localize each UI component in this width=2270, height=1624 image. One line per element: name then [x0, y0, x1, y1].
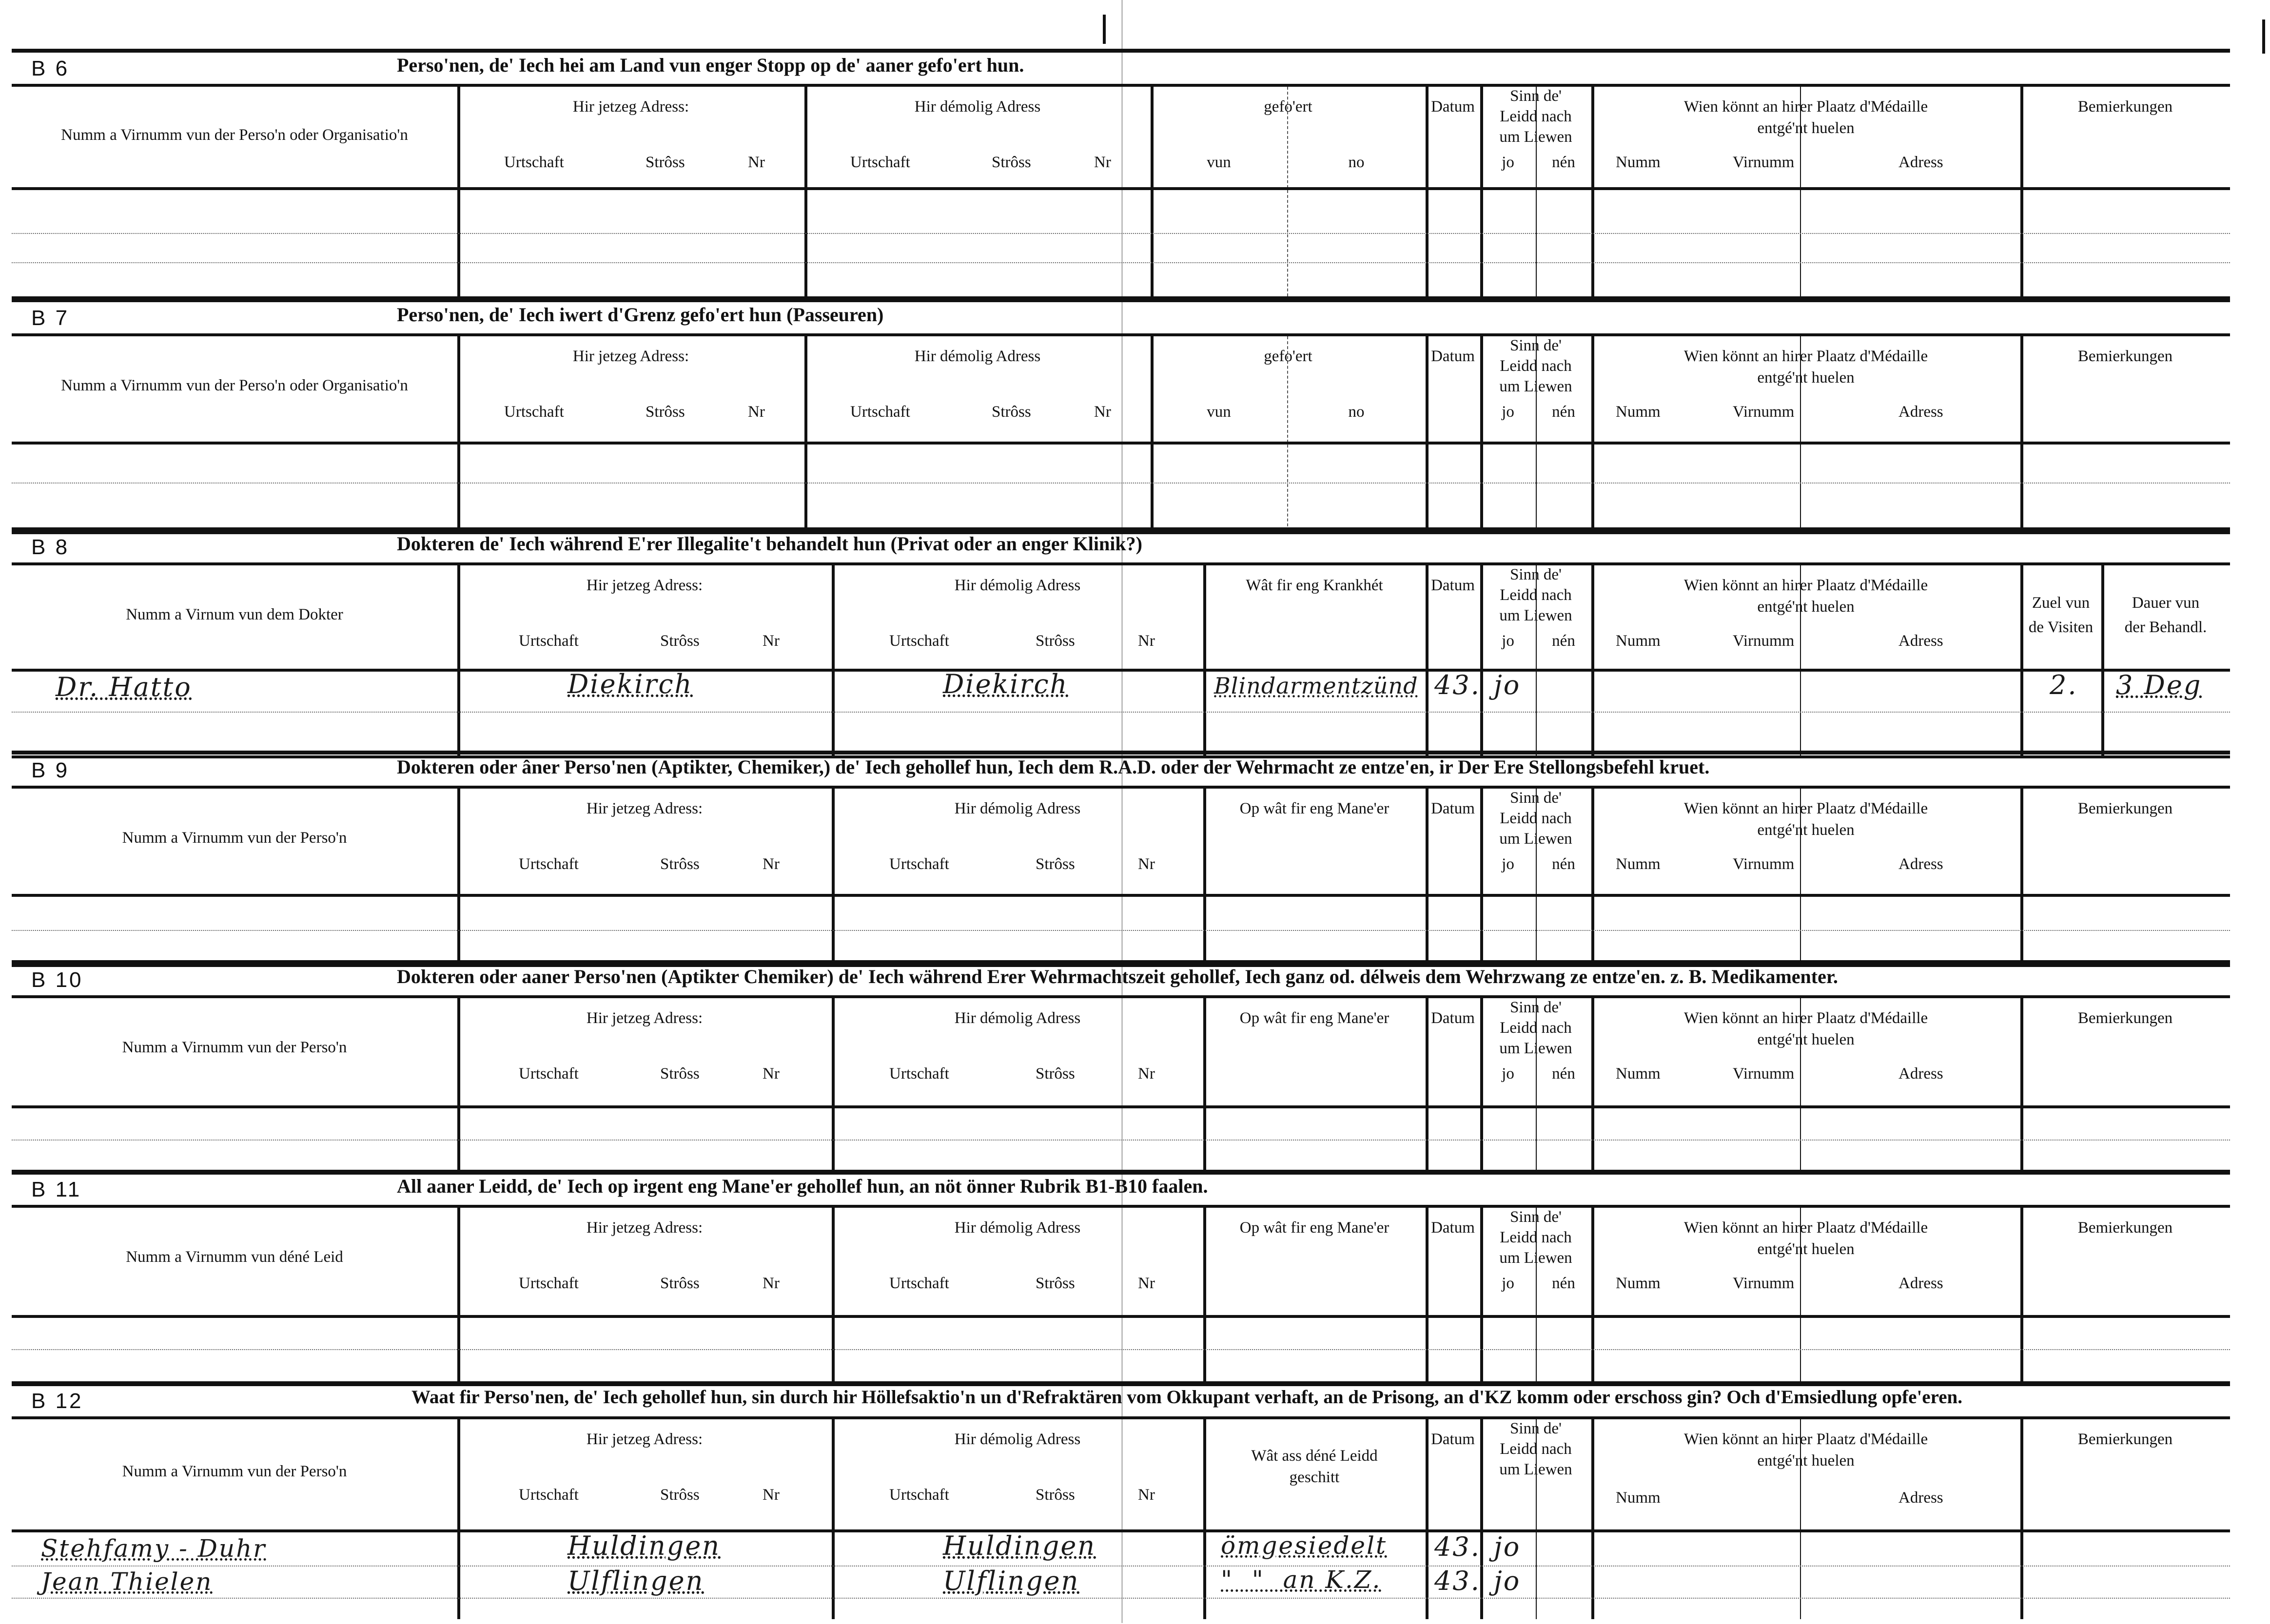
col-header-urtschaft: Urtschaft [519, 855, 579, 873]
col-header-nr: Nr [763, 632, 780, 650]
col-header-bemierkungen: Bemierkungen [2077, 800, 2173, 817]
col-header-datum: Datum [1431, 800, 1475, 817]
col-header-former-address: Hir démolig Adress [954, 1431, 1081, 1448]
col-header-liewen: um Liewen [1499, 830, 1572, 848]
section-title: All aaner Leidd, de' Iech op irgent eng Mane'er gehollef hun, an nöt önner Rubrik B1-B10 faalen. [397, 1175, 1208, 1197]
col-header-name: Numm a Virnumm vun der Perso'n [122, 829, 347, 847]
col-header-liewen: um Liewen [1499, 378, 1572, 395]
entry-name: Stehfamy - Duhr [41, 1534, 267, 1563]
col-header-name: Numm a Virnum vun dem Dokter [126, 606, 343, 623]
col-header-duration: Dauer vun [2132, 594, 2200, 612]
col-header-jo: jo [1502, 1275, 1514, 1292]
col-header-nr: Nr [1138, 1486, 1155, 1504]
col-header-current-address: Hir jetzeg Adress: [572, 348, 689, 365]
col-header-virnumm: Virnumm [1733, 154, 1795, 171]
col-header-nr: Nr [1094, 154, 1111, 171]
col-header-virnumm: Virnumm [1733, 855, 1795, 873]
col-header-datum: Datum [1431, 577, 1475, 594]
col-header-urtschaft: Urtschaft [889, 1275, 949, 1292]
section-code: B 12 [31, 1389, 83, 1413]
col-header-nen: nén [1552, 632, 1575, 650]
col-header-stross: Strôss [660, 1275, 700, 1292]
col-header-nen: nén [1552, 1275, 1575, 1292]
col-header-liewen: um Liewen [1499, 1249, 1572, 1267]
col-header-current-address: Hir jetzeg Adress: [586, 1219, 703, 1237]
section-table [12, 84, 2230, 299]
entry-duration: 3 Deg [2116, 670, 2202, 700]
col-header-former-address: Hir démolig Adress [914, 98, 1041, 116]
col-header-nr: Nr [763, 1275, 780, 1292]
col-header-manner: Op wât fir eng Mane'er [1239, 800, 1389, 817]
col-header-jo: jo [1502, 1065, 1514, 1083]
col-header-nen: nén [1552, 1065, 1575, 1083]
entry-current-town: Diekirch [568, 669, 693, 699]
col-header-bemierkungen: Bemierkungen [2077, 1431, 2173, 1448]
entry-alive-jo: jo [1494, 1566, 1521, 1596]
col-header-leidd: Leidd nach [1500, 357, 1572, 375]
col-header-medal: Wien könnt an hirer Plaatz d'Médaille [1683, 1431, 1928, 1448]
col-header-adress: Adress [1898, 1275, 1943, 1292]
col-header-liewen: um Liewen [1499, 1040, 1572, 1057]
col-header-sinn: Sinn de' [1510, 566, 1562, 583]
entry-alive-jo: jo [1494, 670, 1521, 700]
entry-date: 43. [1434, 1566, 1481, 1596]
col-header-nen: nén [1552, 154, 1575, 171]
col-header-stross: Strôss [646, 403, 685, 421]
col-header-urtschaft: Urtschaft [519, 1065, 579, 1083]
col-header-stross: Strôss [1036, 855, 1075, 873]
col-header-what-happened: Wât ass déné Leidd [1251, 1447, 1378, 1465]
col-header-adress: Adress [1898, 154, 1943, 171]
section-b12 [12, 1381, 2230, 1624]
col-header-datum: Datum [1431, 348, 1475, 365]
col-header-leidd: Leidd nach [1500, 1440, 1572, 1458]
entry-date: 43. [1434, 1531, 1481, 1562]
col-header-sinn: Sinn de' [1510, 1420, 1562, 1437]
col-header-nr: Nr [1138, 1065, 1155, 1083]
col-header-nr: Nr [763, 855, 780, 873]
col-header-stross: Strôss [992, 154, 1031, 171]
col-header-medal: Wien könnt an hirer Plaatz d'Médaille [1683, 1219, 1928, 1237]
col-header-stross: Strôss [992, 403, 1031, 421]
col-header-urtschaft: Urtschaft [850, 403, 910, 421]
col-header-manner: Op wât fir eng Mane'er [1239, 1219, 1389, 1237]
col-header-virnumm: Virnumm [1733, 1065, 1795, 1083]
col-header-medal: Wien könnt an hirer Plaatz d'Médaille [1683, 98, 1928, 116]
section-b9 [12, 751, 2230, 965]
col-header-current-address: Hir jetzeg Adress: [586, 1431, 703, 1448]
col-header-visits-2: de Visiten [2028, 619, 2094, 636]
col-header-name: Numm a Virnumm vun der Perso'n oder Organisatio'n [61, 126, 408, 144]
col-header-adress: Adress [1898, 1489, 1943, 1507]
section-code: B 9 [31, 758, 70, 782]
col-header-urtschaft: Urtschaft [519, 1486, 579, 1504]
col-header-stross: Strôss [660, 1065, 700, 1083]
section-table [12, 333, 2230, 534]
col-header-stross: Strôss [646, 154, 685, 171]
col-header-leidd: Leidd nach [1500, 1019, 1572, 1037]
col-header-former-address: Hir démolig Adress [954, 577, 1081, 594]
col-header-medal-2: entgé'nt huelen [1757, 1240, 1855, 1258]
col-header-manner: Op wât fir eng Mane'er [1239, 1009, 1389, 1027]
col-header-numm: Numm [1616, 154, 1661, 171]
col-header-adress: Adress [1898, 403, 1943, 421]
col-header-virnumm: Virnumm [1733, 1275, 1795, 1292]
col-header-stross: Strôss [1036, 632, 1075, 650]
col-header-medal: Wien könnt an hirer Plaatz d'Médaille [1683, 800, 1928, 817]
section-code: B 7 [31, 306, 70, 330]
col-header-nr: Nr [763, 1486, 780, 1504]
col-header-name: Numm a Virnumm vun der Perso'n [122, 1039, 347, 1056]
entry-former-town: Huldingen [943, 1530, 1096, 1561]
col-header-nr: Nr [1138, 1275, 1155, 1292]
col-header-current-address: Hir jetzeg Adress: [586, 1009, 703, 1027]
col-header-medal-2: entgé'nt huelen [1757, 1031, 1855, 1048]
col-header-former-address: Hir démolig Adress [954, 1009, 1081, 1027]
col-header-medal: Wien könnt an hirer Plaatz d'Médaille [1683, 577, 1928, 594]
col-header-vun: vun [1207, 403, 1231, 421]
col-header-bemierkungen: Bemierkungen [2077, 348, 2173, 365]
col-header-stross: Strôss [1036, 1275, 1075, 1292]
col-header-nen: nén [1552, 403, 1575, 421]
col-header-numm: Numm [1616, 855, 1661, 873]
col-header-gefoert: gefo'ert [1264, 98, 1312, 116]
col-header-former-address: Hir démolig Adress [954, 1219, 1081, 1237]
col-header-virnumm: Virnumm [1733, 403, 1795, 421]
col-header-urtschaft: Urtschaft [519, 1275, 579, 1292]
section-title: Dokteren oder âner Perso'nen (Aptikter, Chemiker,) de' Iech gehollef hun, Iech dem R.A.D. oder der Wehrmacht ze entze'en, ir Der Ere Stellongsbefehl kruet. [397, 756, 1710, 778]
col-header-numm: Numm [1616, 632, 1661, 650]
col-header-urtschaft: Urtschaft [889, 632, 949, 650]
entry-former-town: Ulflingen [943, 1566, 1080, 1596]
col-header-sinn: Sinn de' [1510, 789, 1562, 807]
col-header-urtschaft: Urtschaft [889, 1486, 949, 1504]
col-header-stross: Strôss [660, 1486, 700, 1504]
entry-what-happened: ömgesiedelt [1221, 1531, 1388, 1560]
col-header-urtschaft: Urtschaft [889, 1065, 949, 1083]
col-header-adress: Adress [1898, 1065, 1943, 1083]
col-header-adress: Adress [1898, 855, 1943, 873]
col-header-jo: jo [1502, 632, 1514, 650]
col-header-jo: jo [1502, 403, 1514, 421]
entry-illness: Blindarmentzünd [1214, 673, 1418, 699]
section-title: Dokteren oder aaner Perso'nen (Aptikter Chemiker) de' Iech während Erer Wehrmachtszeit gehollef, Iech ganz od. délweis dem Wehrzwang ze entze'en. z. B. Medikamenter. [397, 966, 1838, 987]
entry-date: 43. [1434, 670, 1481, 700]
scan-mark [1103, 15, 1106, 44]
col-header-datum: Datum [1431, 1431, 1475, 1448]
col-header-former-address: Hir démolig Adress [954, 800, 1081, 817]
entry-current-town: Ulflingen [568, 1566, 704, 1596]
section-title: Waat fir Perso'nen, de' Iech gehollef hun, sin durch hir Höllefsaktio'n un d'Refraktären vom Okkupant verhaft, an de Prisong, an d'KZ komm oder erschoss gin? Och d'Emsiedlung opfe'eren. [411, 1387, 1962, 1408]
entry-name: Jean Thielen [41, 1567, 213, 1596]
col-header-name: Numm a Virnumm vun déné Leid [126, 1248, 343, 1266]
col-header-urtschaft: Urtschaft [504, 154, 564, 171]
entry-current-town: Huldingen [568, 1530, 721, 1561]
section-table [12, 1416, 2230, 1619]
section-code: B 8 [31, 535, 70, 559]
col-header-nr: Nr [748, 403, 765, 421]
col-header-stross: Strôss [1036, 1486, 1075, 1504]
section-table [12, 1205, 2230, 1386]
col-header-urtschaft: Urtschaft [519, 632, 579, 650]
col-header-sinn: Sinn de' [1510, 87, 1562, 105]
col-header-liewen: um Liewen [1499, 607, 1572, 624]
col-header-leidd: Leidd nach [1500, 810, 1572, 827]
col-header-duration-2: der Behandl. [2124, 619, 2207, 636]
col-header-medal-2: entgé'nt huelen [1757, 369, 1855, 387]
col-header-stross: Strôss [660, 632, 700, 650]
section-code: B 6 [31, 57, 70, 80]
col-header-urtschaft: Urtschaft [504, 403, 564, 421]
section-title: Perso'nen, de' Iech iwert d'Grenz gefo'ert hun (Passeuren) [397, 304, 884, 326]
col-header-medal-2: entgé'nt huelen [1757, 1452, 1855, 1469]
col-header-bemierkungen: Bemierkungen [2077, 98, 2173, 116]
col-header-sinn: Sinn de' [1510, 337, 1562, 354]
col-header-virnumm: Virnumm [1733, 632, 1795, 650]
col-header-current-address: Hir jetzeg Adress: [586, 800, 703, 817]
entry-former-town: Diekirch [943, 669, 1069, 699]
col-header-leidd: Leidd nach [1500, 586, 1572, 604]
col-header-medal: Wien könnt an hirer Plaatz d'Médaille [1683, 1009, 1928, 1027]
col-header-liewen: um Liewen [1499, 1461, 1572, 1478]
col-header-name: Numm a Virnumm vun der Perso'n oder Organisatio'n [61, 377, 408, 394]
section-b10 [12, 960, 2230, 1175]
section-table [12, 995, 2230, 1175]
col-header-sinn: Sinn de' [1510, 999, 1562, 1016]
section-b8 [12, 527, 2230, 755]
entry-alive-jo: jo [1494, 1531, 1521, 1562]
col-header-datum: Datum [1431, 1009, 1475, 1027]
col-header-numm: Numm [1616, 1065, 1661, 1083]
section-title: Dokteren de' Iech während E'rer Illegalite't behandelt hun (Privat oder an enger Klinik?) [397, 533, 1142, 555]
scan-mark [2262, 19, 2265, 54]
col-header-liewen: um Liewen [1499, 128, 1572, 146]
col-header-jo: jo [1502, 855, 1514, 873]
col-header-nr: Nr [1138, 632, 1155, 650]
col-header-nr: Nr [1094, 403, 1111, 421]
col-header-urtschaft: Urtschaft [850, 154, 910, 171]
entry-name: Dr. Hatto [56, 672, 192, 702]
col-header-medal-2: entgé'nt huelen [1757, 119, 1855, 137]
col-header-stross: Strôss [1036, 1065, 1075, 1083]
col-header-nr: Nr [748, 154, 765, 171]
col-header-nen: nén [1552, 855, 1575, 873]
col-header-bemierkungen: Bemierkungen [2077, 1009, 2173, 1027]
col-header-illness: Wât fir eng Krankhét [1246, 577, 1383, 594]
col-header-leidd: Leidd nach [1500, 1229, 1572, 1246]
section-b11 [12, 1170, 2230, 1386]
entry-visits: 2. [2050, 670, 2078, 700]
col-header-jo: jo [1502, 154, 1514, 171]
col-header-medal: Wien könnt an hirer Plaatz d'Médaille [1683, 348, 1928, 365]
col-header-datum: Datum [1431, 98, 1475, 116]
section-b6 [12, 49, 2230, 300]
section-table [12, 562, 2230, 758]
col-header-adress: Adress [1898, 632, 1943, 650]
col-header-what-happened-2: geschitt [1289, 1469, 1340, 1486]
col-header-numm: Numm [1616, 403, 1661, 421]
col-header-sinn: Sinn de' [1510, 1208, 1562, 1226]
col-header-datum: Datum [1431, 1219, 1475, 1237]
col-header-medal-2: entgé'nt huelen [1757, 821, 1855, 839]
section-code: B 11 [31, 1178, 82, 1201]
col-header-current-address: Hir jetzeg Adress: [586, 577, 703, 594]
col-header-stross: Strôss [660, 855, 700, 873]
col-header-leidd: Leidd nach [1500, 108, 1572, 125]
col-header-numm: Numm [1616, 1489, 1661, 1507]
col-header-former-address: Hir démolig Adress [914, 348, 1041, 365]
col-header-no: no [1348, 403, 1365, 421]
col-header-bemierkungen: Bemierkungen [2077, 1219, 2173, 1237]
section-code: B 10 [31, 968, 83, 992]
section-b7 [12, 298, 2230, 534]
col-header-no: no [1348, 154, 1365, 171]
section-title: Perso'nen, de' Iech hei am Land vun enger Stopp op de' aaner gefo'ert hun. [397, 54, 1024, 76]
col-header-name: Numm a Virnumm vun der Perso'n [122, 1463, 347, 1480]
entry-what-happened: " " an K.Z. [1221, 1566, 1382, 1594]
col-header-medal-2: entgé'nt huelen [1757, 598, 1855, 616]
col-header-vun: vun [1207, 154, 1231, 171]
col-header-nr: Nr [763, 1065, 780, 1083]
col-header-visits: Zuel vun [2032, 594, 2090, 612]
col-header-current-address: Hir jetzeg Adress: [572, 98, 689, 116]
col-header-gefoert: gefo'ert [1264, 348, 1312, 365]
col-header-nr: Nr [1138, 855, 1155, 873]
section-table [12, 786, 2230, 967]
col-header-numm: Numm [1616, 1275, 1661, 1292]
col-header-urtschaft: Urtschaft [889, 855, 949, 873]
